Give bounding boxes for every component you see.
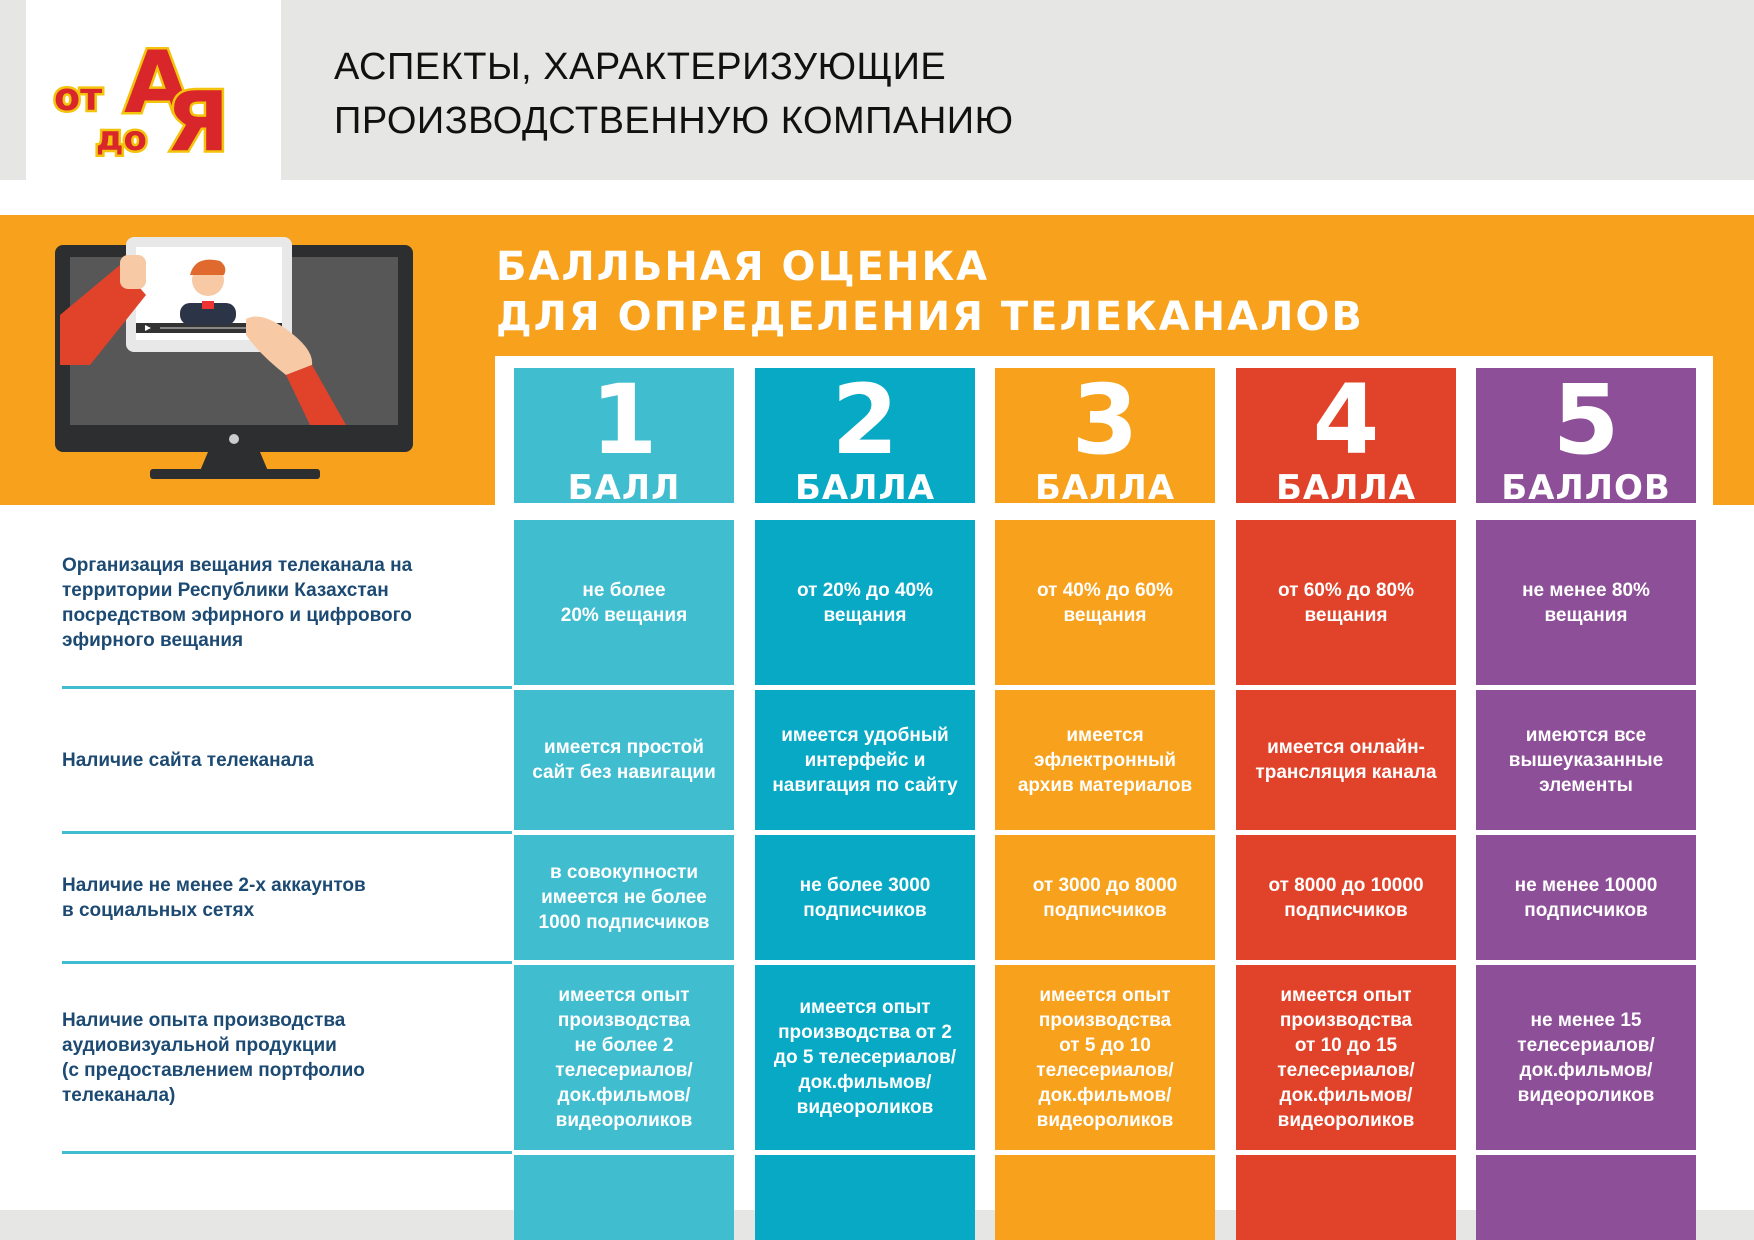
score-cell-line: имеется опыт <box>1039 984 1171 1006</box>
logo-letter-a: А <box>124 33 191 133</box>
score-cell-line: интерфейс и <box>804 749 926 771</box>
tv-power-icon <box>229 434 239 444</box>
score-cell-line: производства <box>557 1009 691 1031</box>
criterion-label-3 <box>62 835 482 960</box>
score-cell-line: подписчиков <box>803 899 927 921</box>
score-cell-line: имеется опыт <box>799 997 931 1018</box>
column-footer-3 <box>995 1155 1215 1240</box>
logo <box>26 0 281 180</box>
score-cell-line: телесериалов/ <box>1036 1059 1174 1081</box>
score-cell <box>995 520 1215 685</box>
score-number: 5 <box>1552 364 1620 476</box>
criterion-label-line: (с предоставлением портфолио <box>62 1059 365 1081</box>
column-header-3 <box>995 364 1215 508</box>
score-cell-line: эфлектронный <box>1034 749 1176 771</box>
score-cell-line: имеется не более <box>541 887 707 908</box>
score-cell-line: подписчиков <box>1524 899 1648 921</box>
page-title-line-2: ПРОИЗВОДСТВЕННУЮ КОМПАНИЮ <box>334 100 1014 142</box>
hand-left <box>120 255 146 289</box>
score-cell-line: телесериалов/ <box>1277 1059 1415 1081</box>
score-cell-line: архив материалов <box>1017 774 1193 796</box>
score-cell-line: телесериалов/ <box>1517 1034 1655 1056</box>
score-cell <box>755 835 975 960</box>
score-cell <box>514 965 734 1150</box>
score-cell-line: навигация по сайту <box>772 774 958 796</box>
score-cell <box>1236 965 1456 1150</box>
score-cell-line: телесериалов/ <box>555 1059 693 1081</box>
score-cell-line: имеется опыт <box>1280 984 1412 1006</box>
score-cell <box>1236 835 1456 960</box>
score-cell-line: не более <box>582 579 666 601</box>
score-cell-line: до 5 телесериалов/ <box>773 1047 957 1068</box>
criterion-label-line: Наличие сайта телеканала <box>62 749 314 771</box>
score-cell-line: видеороликов <box>1277 1109 1415 1131</box>
score-cell-line: имеется онлайн- <box>1267 737 1425 758</box>
logo-graphic <box>26 0 281 180</box>
logo-word-do: до <box>96 119 147 159</box>
column-footer-4 <box>1236 1155 1456 1240</box>
logo-letter-ya: Я <box>166 75 230 170</box>
criterion-label-line: в социальных сетях <box>62 899 255 921</box>
score-cell-line: в совокупности <box>549 862 699 883</box>
presenter-tie <box>202 301 214 309</box>
score-cell-line: 20% вещания <box>560 604 688 626</box>
score-cell <box>1476 835 1696 960</box>
row-divider <box>62 831 512 834</box>
criterion-label-line: Организация вещания телеканала на <box>62 554 413 576</box>
score-cell-line: не более 2 <box>574 1034 674 1056</box>
score-cell-line: имеется простой <box>544 737 704 758</box>
criterion-label-line: эфирного вещания <box>62 629 244 651</box>
score-cell-line: от 40% до 60% <box>1037 579 1173 601</box>
row-divider <box>62 961 512 964</box>
score-cell-line: имеются все <box>1525 724 1647 746</box>
column-footer-5 <box>1476 1155 1696 1240</box>
score-cell <box>1476 690 1696 830</box>
score-cell-line: от 5 до 10 <box>1059 1034 1151 1056</box>
score-cell <box>514 690 734 830</box>
tv-base <box>150 469 320 479</box>
row-divider <box>62 686 512 689</box>
logo-word-ot: от <box>54 75 103 119</box>
row-divider <box>62 1151 512 1154</box>
criterion-label-1 <box>62 520 482 685</box>
score-cell <box>755 520 975 685</box>
score-cell <box>995 835 1215 960</box>
score-cell-line: подписчиков <box>1284 899 1408 921</box>
score-unit: БАЛЛА <box>1034 468 1176 508</box>
score-cell-line: не более 3000 <box>799 874 931 896</box>
score-unit: БАЛЛА <box>794 468 936 508</box>
score-cell-line: не менее 10000 <box>1514 874 1658 896</box>
criterion-label-4 <box>62 965 482 1150</box>
section-title <box>496 242 1364 342</box>
score-cell-line: имеется опыт <box>558 984 690 1006</box>
column-header-1 <box>514 364 734 508</box>
score-cell-line: не менее 80% <box>1522 579 1650 601</box>
score-cell-line: производства <box>1038 1009 1172 1031</box>
score-cell-line: производства от 2 <box>778 1022 952 1043</box>
criterion-label-line: аудиовизуальной продукции <box>62 1034 337 1056</box>
column-header-4 <box>1236 364 1456 508</box>
score-cell-line: имеется удобный <box>781 724 949 746</box>
page-title <box>334 40 1013 148</box>
score-cell-line: видеороликов <box>796 1097 934 1118</box>
score-number: 1 <box>590 364 658 476</box>
score-cell-line: док.фильмов/ <box>1519 1059 1653 1081</box>
score-unit: БАЛЛОВ <box>1501 468 1671 508</box>
score-cell-line: док.фильмов/ <box>798 1072 932 1093</box>
video-progress-track <box>160 327 260 329</box>
score-cell-line: док.фильмов/ <box>557 1084 691 1106</box>
criterion-label-line: Наличие не менее 2-х аккаунтов <box>62 874 366 896</box>
tv-illustration <box>50 225 420 490</box>
score-cell-line: не менее 15 <box>1530 1009 1642 1031</box>
score-number: 3 <box>1071 364 1139 476</box>
score-cell <box>755 690 975 830</box>
criterion-label-2 <box>62 690 482 830</box>
page-title-line-1: АСПЕКТЫ, ХАРАКТЕРИЗУЮЩИЕ <box>334 46 947 88</box>
score-cell-line: от 8000 до 10000 <box>1268 874 1424 896</box>
score-unit: БАЛЛ <box>567 468 681 508</box>
score-cell-line: от 10 до 15 <box>1294 1034 1398 1056</box>
score-cell-line: от 3000 до 8000 <box>1032 874 1178 896</box>
score-cell <box>514 835 734 960</box>
column-header-2 <box>755 364 975 508</box>
column-footer-2 <box>755 1155 975 1240</box>
score-cell <box>1236 690 1456 830</box>
score-number: 2 <box>831 364 899 476</box>
column-footer-1 <box>514 1155 734 1240</box>
score-cell-line: вещания <box>823 604 907 626</box>
criterion-label-line: посредством эфирного и цифрового <box>62 604 412 626</box>
score-cell-line: 1000 подписчиков <box>538 912 710 933</box>
criterion-label-line: Наличие опыта производства <box>62 1009 346 1031</box>
score-cell <box>514 520 734 685</box>
score-cell <box>1476 965 1696 1150</box>
score-cell-line: видеороликов <box>555 1109 693 1131</box>
score-cell <box>995 965 1215 1150</box>
score-cell-line: от 20% до 40% <box>797 579 933 601</box>
score-cell <box>1236 520 1456 685</box>
score-cell-line: производства <box>1279 1009 1413 1031</box>
score-cell-line: элементы <box>1539 774 1633 796</box>
score-cell-line: вышеуказанные <box>1508 749 1664 771</box>
score-number: 4 <box>1312 364 1380 476</box>
score-cell <box>1476 520 1696 685</box>
column-header-5 <box>1476 364 1696 508</box>
score-cell-line: вещания <box>1304 604 1388 626</box>
section-title-line-2: ДЛЯ ОПРЕДЕЛЕНИЯ ТЕЛЕКАНАЛОВ <box>496 294 1364 340</box>
score-cell-line: вещания <box>1063 604 1147 626</box>
score-cell-line: док.фильмов/ <box>1279 1084 1413 1106</box>
tv-stand <box>200 452 268 471</box>
score-cell-line: имеется <box>1066 724 1144 746</box>
score-cell-line: подписчиков <box>1043 899 1167 921</box>
score-cell <box>995 690 1215 830</box>
score-cell-line: видеороликов <box>1517 1084 1655 1106</box>
score-cell <box>755 965 975 1150</box>
score-cell-line: док.фильмов/ <box>1038 1084 1172 1106</box>
score-cell-line: сайт без навигации <box>532 762 716 783</box>
score-unit: БАЛЛА <box>1275 468 1417 508</box>
section-title-line-1: БАЛЛЬНАЯ ОЦЕНКА <box>496 244 990 290</box>
criterion-label-line: телеканала) <box>62 1084 176 1106</box>
score-cell-line: от 60% до 80% <box>1278 579 1414 601</box>
score-cell-line: трансляция канала <box>1255 762 1437 783</box>
score-cell-line: вещания <box>1544 604 1628 626</box>
score-cell-line: видеороликов <box>1036 1109 1174 1131</box>
criterion-label-line: территории Республики Казахстан <box>62 579 389 601</box>
